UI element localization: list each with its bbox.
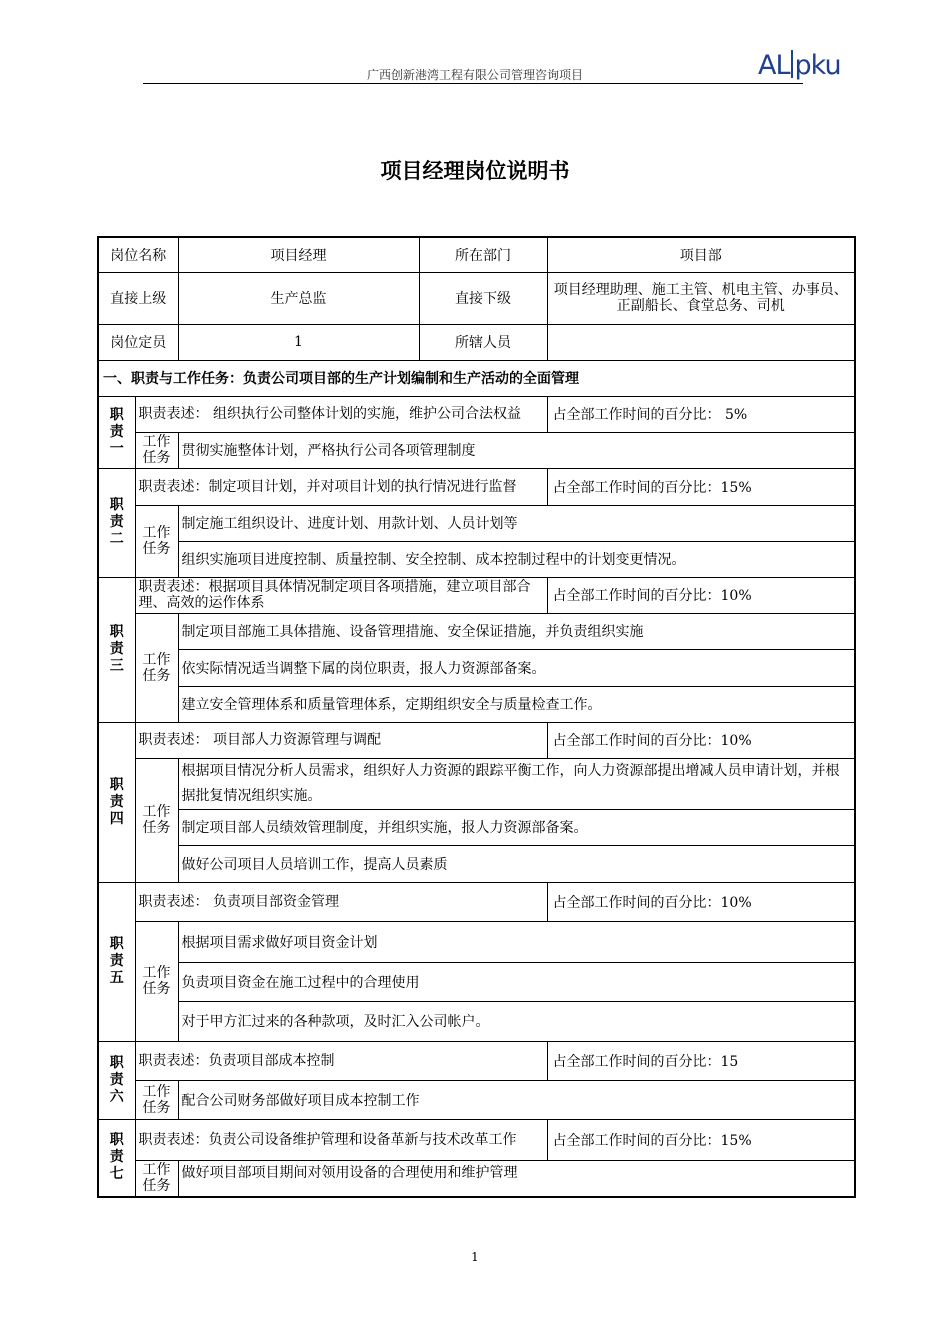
task-item: 贯彻实施整体计划，严格执行公司各项管理制度 xyxy=(178,432,855,468)
duty-percentage: 占全部工作时间的百分比：10% xyxy=(547,577,855,613)
task-item: 根据项目情况分析人员需求，组织好人力资源的跟踪平衡工作，向人力资源部提出增减人员申请计划，并根据批复情况组织实施。 xyxy=(178,758,855,809)
duty-percentage: 占全部工作时间的百分比：15% xyxy=(547,1119,855,1160)
duty-description: 职责表述：根据项目具体情况制定项目各项措施，建立项目部合理、高效的运作体系 xyxy=(135,577,547,613)
info-value: 1 xyxy=(178,324,419,360)
info-value: 项目部 xyxy=(547,237,855,272)
logo-bar xyxy=(791,50,793,78)
duty-description: 职责表述：负责公司设备维护管理和设备革新与技术改革工作 xyxy=(135,1119,547,1160)
duty-label: 职责四 xyxy=(98,722,135,882)
info-value: 生产总监 xyxy=(178,272,419,324)
info-value xyxy=(547,324,855,360)
info-key: 岗位定员 xyxy=(98,324,178,360)
task-item: 依实际情况适当调整下属的岗位职责，报人力资源部备案。 xyxy=(178,649,855,686)
logo-text-left: AL xyxy=(758,50,790,81)
header-project-name: 广西创新港湾工程有限公司管理咨询项目 xyxy=(366,68,583,82)
duty-label: 职责一 xyxy=(98,396,135,468)
duty-label: 职责七 xyxy=(98,1119,135,1197)
info-row xyxy=(98,324,855,360)
page-number: 1 xyxy=(471,1250,479,1264)
duty-percentage: 占全部工作时间的百分比：10% xyxy=(547,722,855,758)
task-item: 做好项目部项目期间对领用设备的合理使用和维护管理 xyxy=(178,1160,855,1197)
task-item: 做好公司项目人员培训工作，提高人员素质 xyxy=(178,845,855,882)
duty-description: 职责表述： 组织执行公司整体计划的实施，维护公司合法权益 xyxy=(135,396,547,432)
task-item: 负责项目资金在施工过程中的合理使用 xyxy=(178,962,855,1001)
task-label: 工作任务 xyxy=(135,1160,178,1197)
info-key: 直接下级 xyxy=(419,272,547,324)
task-label: 工作任务 xyxy=(135,1080,178,1119)
task-label: 工作任务 xyxy=(135,758,178,882)
task-item: 对于甲方汇过来的各种款项，及时汇入公司帐户。 xyxy=(178,1001,855,1041)
info-key: 所在部门 xyxy=(419,237,547,272)
info-value: 项目经理助理、施工主管、机电主管、办事员、正副船长、食堂总务、司机 xyxy=(547,272,855,324)
task-item: 制定项目部人员绩效管理制度，并组织实施，报人力资源部备案。 xyxy=(178,809,855,845)
duty-percentage: 占全部工作时间的百分比：15 xyxy=(547,1041,855,1080)
info-key: 直接上级 xyxy=(98,272,178,324)
duty-label: 职责二 xyxy=(98,468,135,577)
info-value: 项目经理 xyxy=(178,237,419,272)
task-label: 工作任务 xyxy=(135,432,178,468)
task-label: 工作任务 xyxy=(135,613,178,722)
info-key: 岗位名称 xyxy=(98,237,178,272)
task-item: 根据项目需求做好项目资金计划 xyxy=(178,921,855,962)
section-row xyxy=(98,360,855,396)
duty-description: 职责表述： 负责项目部资金管理 xyxy=(135,882,547,921)
document-title: 项目经理岗位说明书 xyxy=(380,159,570,183)
task-label: 工作任务 xyxy=(135,505,178,577)
duty-percentage: 占全部工作时间的百分比： 5% xyxy=(547,396,855,432)
duty-label: 职责六 xyxy=(98,1041,135,1119)
job-description-table xyxy=(97,236,856,1198)
task-item: 组织实施项目进度控制、质量控制、安全控制、成本控制过程中的计划变更情况。 xyxy=(178,541,855,577)
duty-percentage: 占全部工作时间的百分比：15% xyxy=(547,468,855,505)
info-row xyxy=(98,237,855,272)
info-key: 所辖人员 xyxy=(419,324,547,360)
header-divider xyxy=(143,83,803,84)
duty-label: 职责五 xyxy=(98,882,135,1041)
duty-label: 职责三 xyxy=(98,577,135,722)
task-label: 工作任务 xyxy=(135,921,178,1041)
duty-description: 职责表述：负责项目部成本控制 xyxy=(135,1041,547,1080)
duty-percentage: 占全部工作时间的百分比：10% xyxy=(547,882,855,921)
task-item: 配合公司财务部做好项目成本控制工作 xyxy=(178,1080,855,1119)
task-item: 建立安全管理体系和质量管理体系，定期组织安全与质量检查工作。 xyxy=(178,686,855,722)
section-title: 一、职责与工作任务：负责公司项目部的生产计划编制和生产活动的全面管理 xyxy=(98,360,855,396)
logo-text-right: pku xyxy=(794,50,841,81)
alpku-logo xyxy=(758,50,841,81)
task-item: 制定施工组织设计、进度计划、用款计划、人员计划等 xyxy=(178,505,855,541)
info-row xyxy=(98,272,855,324)
duty-description: 职责表述：制定项目计划，并对项目计划的执行情况进行监督 xyxy=(135,468,547,505)
task-item: 制定项目部施工具体措施、设备管理措施、安全保证措施，并负责组织实施 xyxy=(178,613,855,649)
duty-description: 职责表述： 项目部人力资源管理与调配 xyxy=(135,722,547,758)
